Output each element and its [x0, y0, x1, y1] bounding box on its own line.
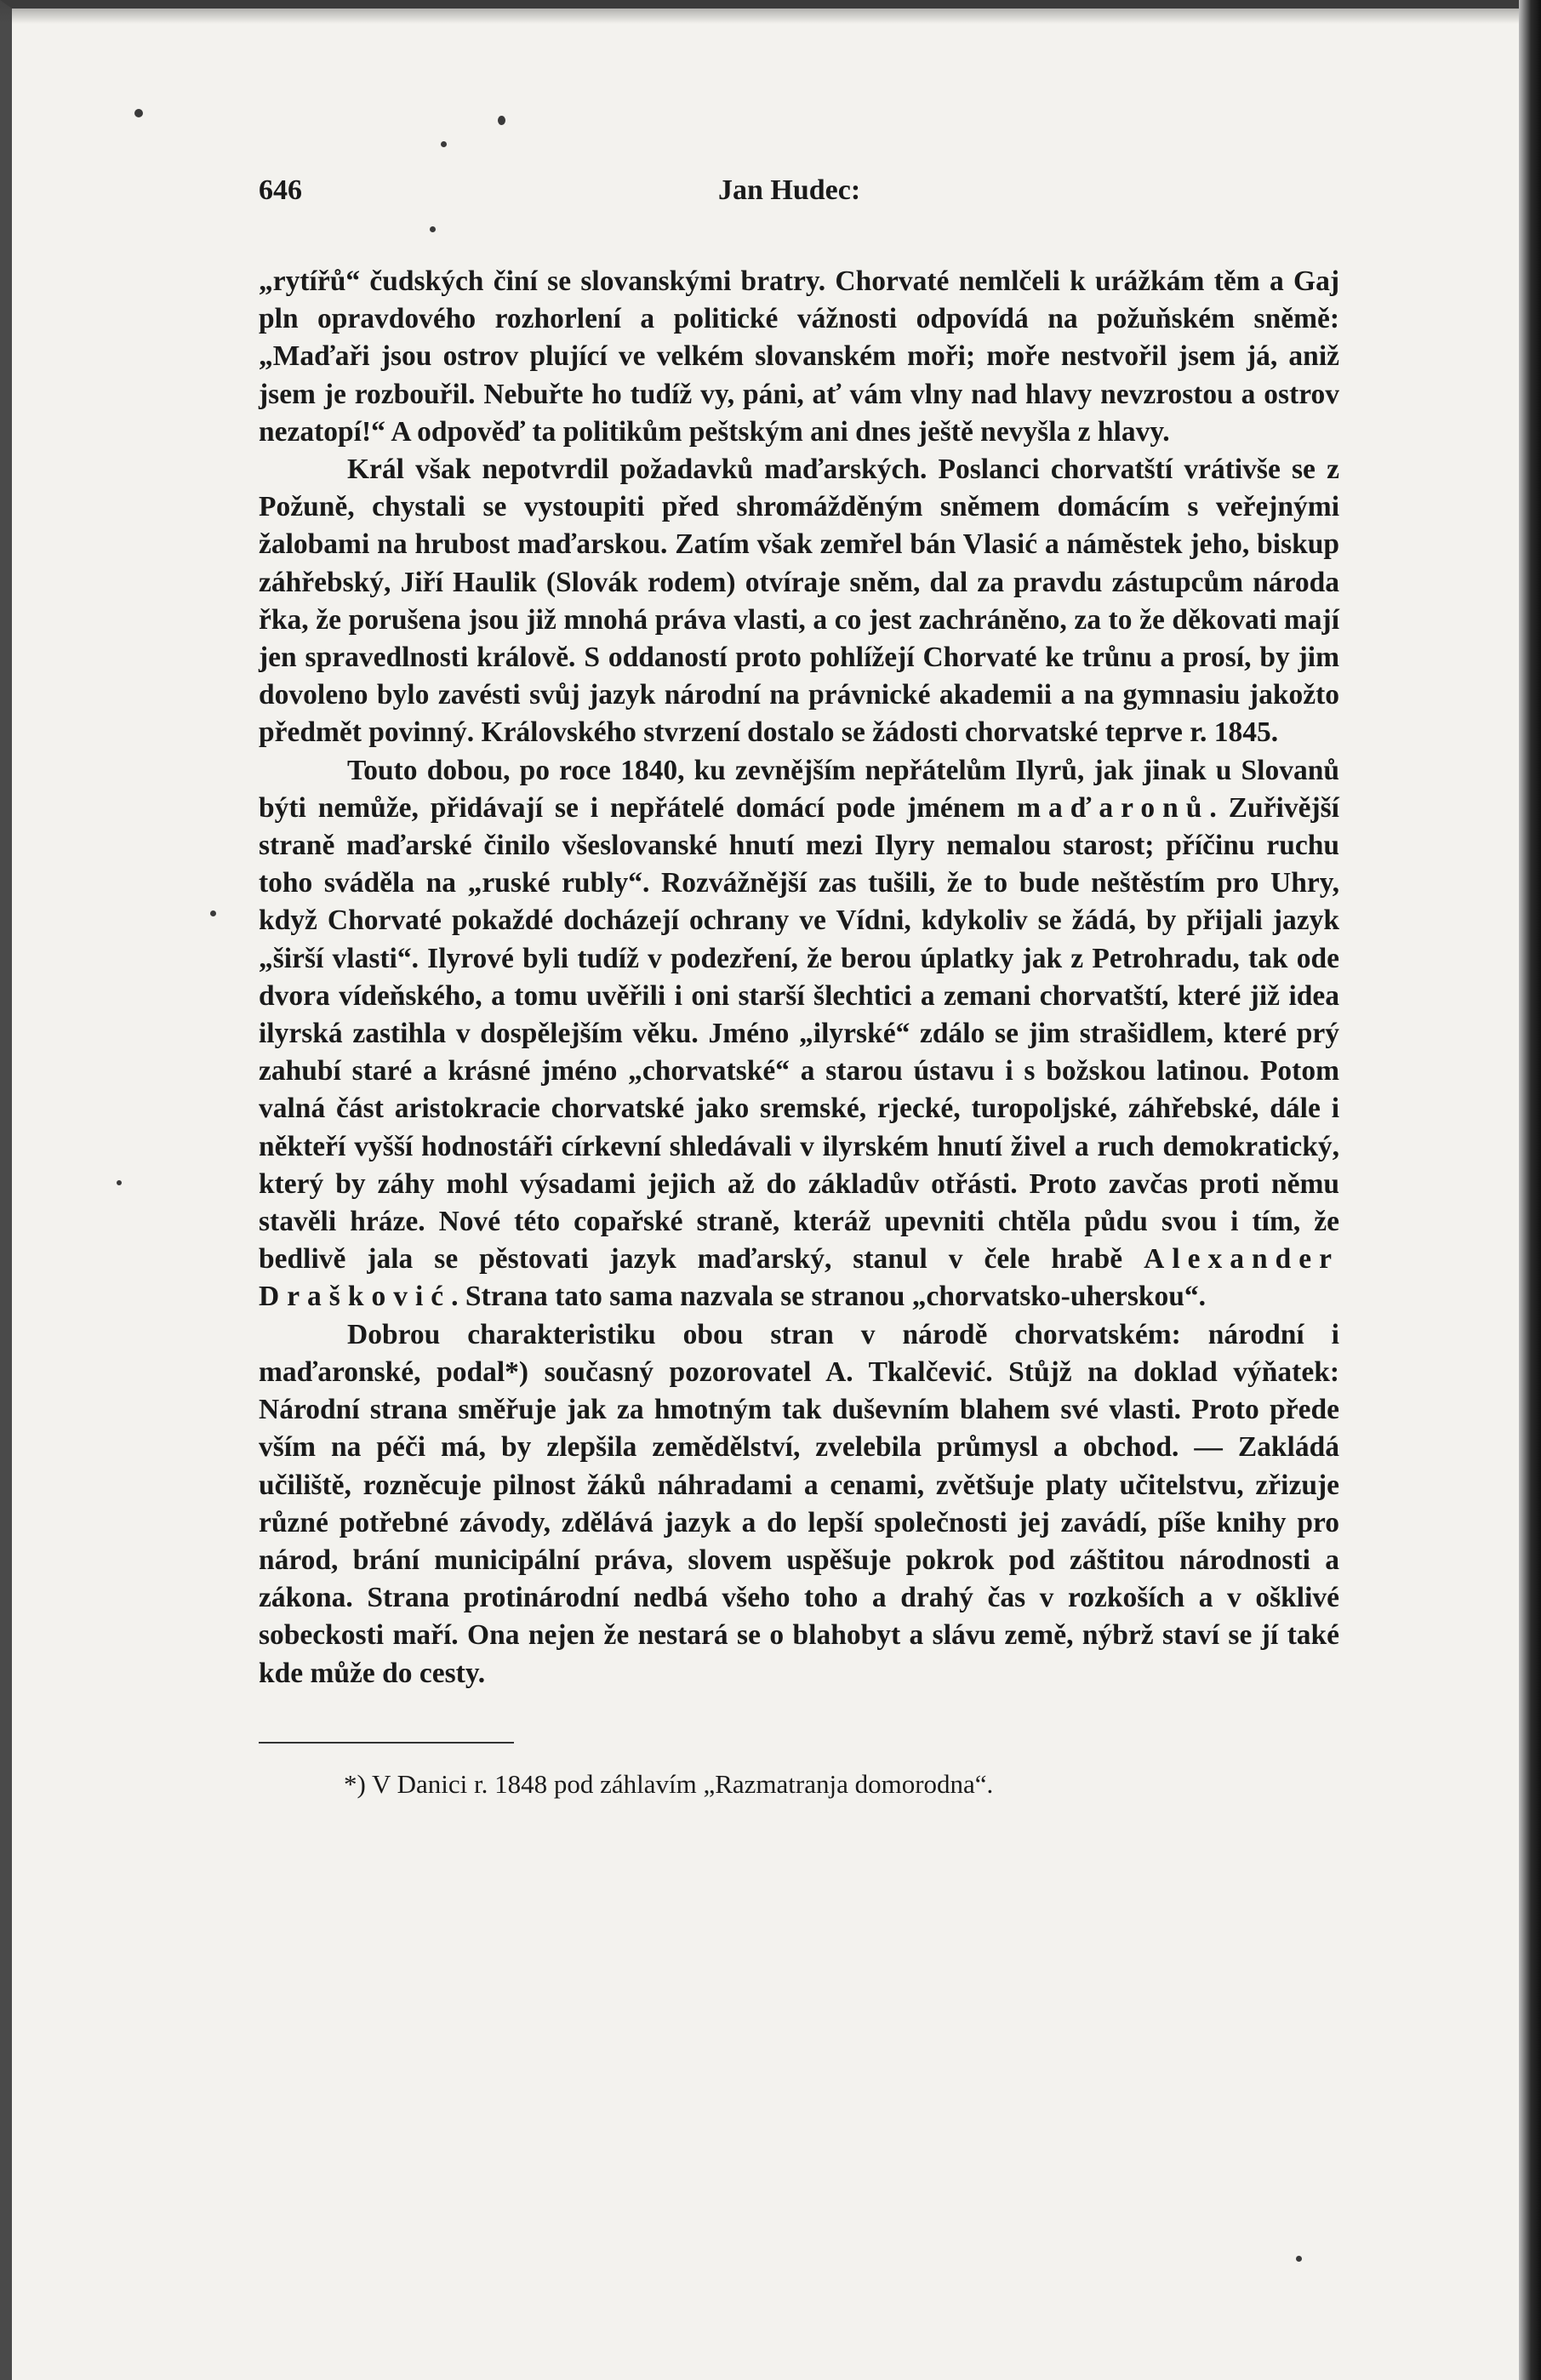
paragraph: Král však nepotvrdil požadavků maďarských. Poslanci chorvatští vrátivše se z Požuně, chystali se vystoupiti před shromážděným sněmem domácím s veřejnými žalobami na hrubost maďarskou. Zatím však zemřel bán Vlasić a náměstek jeho, biskup záhřebský, Jiří Haulik (Slovák rodem) otvíraje sněm, dal za pravdu zástupcům národa řka, že porušena jsou již mnohá práva vlasti, a co jest zachráněno, za to že děkovati mají jen spravedlnosti královĕ. S oddaností proto pohlížejí Chorvaté ke trůnu a prosí, by jim dovoleno bylo zavésti svůj jazyk národní na právnické akademii a na gymnasiu jakožto předmět povinný. Královského stvrzení dostalo se žádosti chorvatské teprve r. 1845. — [259, 454, 1339, 749]
scan-speck — [498, 116, 505, 125]
footnote-rule — [259, 1742, 514, 1744]
spaced-name: Alexander Drašković — [259, 1243, 1339, 1313]
paragraph-text: Touto dobou, po roce 1840, ku zevnějším nepřátelům Ilyrů, jak jinak u Slovanů býti nemůže, přidávají se i nepřátelé domácí pode jménem — [259, 754, 1339, 824]
book-page — [259, 174, 1339, 1828]
page-header — [259, 174, 1339, 225]
body-text — [259, 263, 1339, 1692]
paragraph: „rytířů“ čudských činí se slovanskými bratry. Chorvaté nemlčeli k urážkám těm a Gaj pln opravdového rozhorlení a politické vážnosti odpovídá na požuňském sněmě: „Maďaři jsou ostrov plující ve velkém slovanském moři; moře nestvořil jsem já, aniž jsem je rozbouřil. Nebuřte ho tudíž vy, páni, ať vám vlny nad hlavy nevzrostou a ostrov nezatopí!“ A odpověď ta politikům peštským ani dnes ještě nevyšla z hlavy. — [259, 265, 1339, 448]
scan-speck — [1296, 2256, 1302, 2262]
scan-speck — [134, 109, 143, 117]
scan-speck — [441, 141, 447, 147]
footnote: *) V Danici r. 1848 pod záhlavím „Razmatranja domorodna“. — [344, 1768, 994, 1799]
paragraph: Dobrou charakteristiku obou stran v národě chorvatském: národní i maďaronské, podal*) současný pozorovatel A. Tkalčević. Stůjž na doklad výňatek: Národní strana směřuje jak za hmotným tak duševním blahem své vlasti. Proto přede vším na péči má, by zlepšila zemědělství, zvelebila průmysl a obchod. — Zakládá učiliště, rozněcuje pilnost žáků náhradami a cenami, zvětšuje platy učitelstvu, zřizuje různé potřebné závody, zdělává jazyk a do lepší společnosti jej zavádí, píše knihy pro národ, brání municipální práva, slovem uspěšuje pokrok pod záštitou národnosti a zákona. Strana protinárodní nedbá všeho toho a drahý čas v rozkoších a v ošklivé sobeckosti maří. Ona nejen že nestará se o blahobyt a slávu země, nýbrž staví se jí také kde může do cesty. — [259, 1318, 1339, 1689]
scan-speck — [210, 910, 216, 916]
running-head: Jan Hudec: — [718, 174, 861, 206]
paragraph-text: . Zuřivější straně maďarské činilo všeslovanské hnutí mezi Ilyry nemalou starost; příčinu ruchu toho sváděla na „ruské rubly“. Rozvážnější zas tušili, že to bude neštěstím pro Uhry, když Chorvaté pokaždé docházejí ochrany ve Vídni, kdykoliv se žádá, by přijali jazyk „širší vlasti“. Ilyrové byli tudíž v podezření, že berou úplatky jak z Petrohradu, tak ode dvora vídeňského, a tomu uvěřili i oni starší šlechtici a zemani chorvatští, které již idea ilyrská zastihla v dospělejším věku. Jméno „ilyrské“ zdálo se jim strašidlem, které prý zahubí staré a krásné jméno „chorvatské“ a starou ústavu i s božskou latinou. Potom valná část aristokracie chorvatské jako sremské, rjecké, turopoljské, záhřebské, dále i někteří vyšší hodnostáři církevní shledávali v ilyrském hnutí živel a ruch demokratický, který by záhy mohl výsadami jejich až do základův otřásti. Proto zavčas proti němu stavěli hráze. Nové této copařské straně, kteráž upevniti chtěla půdu svou i tím, že bedlivě jala se pěstovati jazyk maďarský, stanul v čele hrabě — [259, 791, 1339, 1276]
scan-right-edge — [1519, 0, 1541, 2380]
paragraph — [259, 752, 1339, 1316]
spaced-term: maďaronů — [1017, 791, 1210, 824]
page-number: 646 — [259, 174, 302, 206]
paragraph-text: . Strana tato sama nazvala se stranou „chorvatsko-uherskou“. — [451, 1281, 1207, 1313]
scan-speck — [117, 1180, 122, 1185]
scan-top-shadow — [0, 0, 1541, 24]
